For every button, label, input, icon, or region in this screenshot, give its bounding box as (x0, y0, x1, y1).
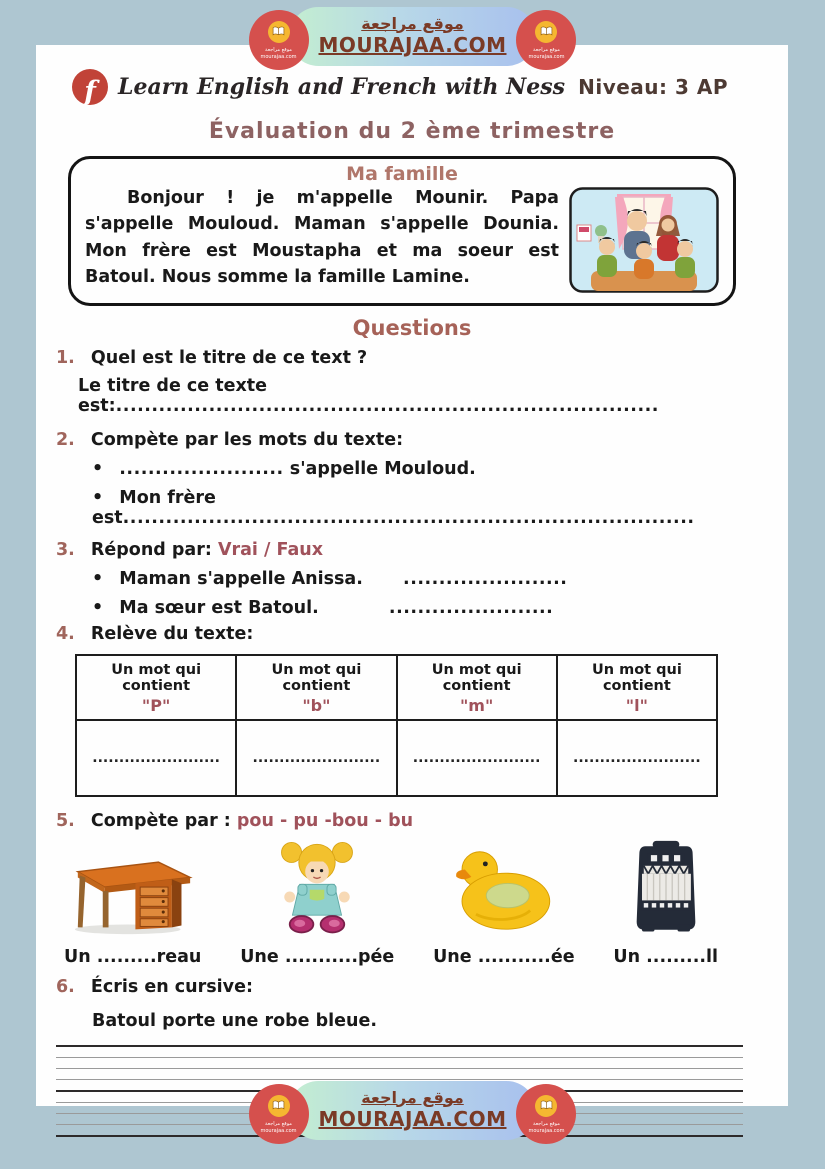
table-header-cell (76, 655, 236, 720)
questions-heading: Questions (352, 316, 472, 340)
answer-blank: ....................... (119, 459, 284, 479)
header-text: Un mot qui contient (431, 662, 522, 694)
book-icon (268, 21, 290, 43)
site-badge-icon (516, 10, 576, 70)
answer-blank: ....................... (403, 569, 568, 589)
duck-float-image (448, 843, 560, 941)
question-1-text: Quel est le titre de ce text ? (90, 348, 368, 368)
table-answer-cell: ........................ (76, 720, 236, 796)
header-text: Un mot qui contient (591, 662, 682, 694)
question-3-number: 3. (56, 540, 75, 560)
question-3-options: Vrai / Faux (217, 540, 323, 560)
banner-arabic-text: موقع مراجعة (361, 13, 464, 33)
question-4-text: Relève du texte: (90, 624, 254, 644)
item-label: Un .........reau (64, 947, 202, 967)
table-answer-cell: ........................ (236, 720, 396, 796)
header-letter: "l" (625, 696, 648, 715)
answer-blank: ............................................................................... (122, 508, 688, 528)
table-answer-cell: ........................ (397, 720, 557, 796)
question-2-item-2 (36, 488, 788, 528)
table-answer-cell: ........................ (557, 720, 717, 796)
table-header-cell (236, 655, 396, 720)
question-3 (36, 540, 788, 560)
item-text: Mon frère est (92, 488, 216, 528)
badge-arabic-text: موقع مراجعة (265, 46, 292, 53)
badge-arabic-text: موقع مراجعة (533, 46, 560, 53)
question-2-number: 2. (56, 430, 75, 450)
question-5 (36, 811, 788, 831)
reading-text: Bonjour ! je m'appelle Mounir. Papa s'appelle Mouloud. Maman s'appelle Dounia. Mon frère est Moustapha et ma soeur est Batoul. Nous somme la famille Lamine. (85, 188, 559, 287)
reading-title: Ma famille (346, 163, 458, 185)
book-icon (535, 1095, 557, 1117)
bullet-icon: • (92, 569, 104, 589)
site-badge-icon (249, 10, 309, 70)
question-5-text: Compète par : (90, 811, 231, 831)
brand-name: Learn English and French with Ness (118, 74, 566, 100)
question-2-text: Compète par les mots du texte: (90, 430, 404, 450)
header-text: Un mot qui contient (271, 662, 362, 694)
question-2-item-1 (36, 459, 788, 479)
banner-site-link[interactable]: MOURAJAA.COM (318, 1106, 507, 1131)
item-duck-float (433, 843, 575, 967)
question-3-item-2 (36, 598, 788, 618)
banner-arabic-text: موقع مراجعة (361, 1087, 464, 1107)
question-3-text: Répond par: (90, 540, 212, 560)
item-doll (240, 837, 394, 967)
site-badge-icon (516, 1084, 576, 1144)
site-badge-icon (249, 1084, 309, 1144)
header-text: Un mot qui contient (111, 662, 202, 694)
badge-arabic-text: موقع مراجعة (265, 1120, 292, 1127)
question-4-number: 4. (56, 624, 75, 644)
answer-label: Le titre de ce texte est: (78, 376, 268, 416)
site-banner-bottom (249, 1076, 577, 1144)
header-letter: "P" (141, 696, 171, 715)
reading-box (68, 156, 736, 306)
letters-table (75, 654, 718, 797)
question-6-text: Écris en cursive: (90, 977, 253, 997)
banner-pill (289, 1081, 537, 1140)
question-1-answer (36, 376, 788, 416)
question-3-item-1 (36, 569, 788, 589)
page-title: Évaluation du 2 ème trimestre (208, 119, 616, 144)
item-sweater (613, 839, 718, 967)
question-2 (36, 430, 788, 450)
bullet-icon: • (92, 488, 104, 508)
period: . (687, 508, 695, 528)
answer-blank: ............................................................................ (115, 396, 659, 416)
table-header-cell (397, 655, 557, 720)
cursive-sentence: Batoul porte une robe bleue. (92, 1011, 377, 1031)
book-icon (268, 1095, 290, 1117)
family-illustration (569, 187, 719, 293)
question-1 (36, 348, 788, 368)
item-label: Une ...........ée (433, 947, 575, 967)
bullet-icon: • (92, 598, 104, 618)
question-5-options: pou - pu -bou - bu (236, 811, 414, 831)
sweater-image (626, 839, 706, 941)
question-6-number: 6. (56, 977, 75, 997)
badge-domain-text: mourajaa.com (528, 53, 565, 60)
item-desk (64, 841, 201, 967)
badge-domain-text: mourajaa.com (260, 53, 297, 60)
doll-image (276, 837, 358, 941)
picture-items (36, 831, 788, 967)
desk-image (68, 841, 198, 941)
question-5-number: 5. (56, 811, 75, 831)
site-banner-top (249, 2, 577, 70)
worksheet-page (36, 45, 788, 1106)
question-4 (36, 624, 788, 644)
bullet-icon: • (92, 459, 104, 479)
level-label: Niveau: 3 AP (578, 75, 728, 99)
item-text: s'appelle Mouloud. (289, 459, 476, 479)
answer-blank: ....................... (388, 598, 554, 618)
item-text: Maman s'appelle Anissa. (119, 569, 363, 589)
item-label: Un .........ll (613, 947, 718, 967)
badge-domain-text: mourajaa.com (528, 1127, 565, 1134)
facebook-icon: f (72, 69, 108, 105)
banner-site-link[interactable]: MOURAJAA.COM (318, 32, 507, 57)
item-text: Ma sœur est Batoul. (119, 598, 319, 618)
badge-arabic-text: موقع مراجعة (533, 1120, 560, 1127)
badge-domain-text: mourajaa.com (260, 1127, 297, 1134)
question-6 (36, 977, 788, 997)
item-label: Une ...........pée (240, 947, 395, 967)
header-letter: "b" (302, 696, 331, 715)
book-icon (535, 21, 557, 43)
question-1-number: 1. (56, 348, 75, 368)
table-header-cell (557, 655, 717, 720)
header-letter: "m" (459, 696, 494, 715)
banner-pill (289, 7, 537, 66)
